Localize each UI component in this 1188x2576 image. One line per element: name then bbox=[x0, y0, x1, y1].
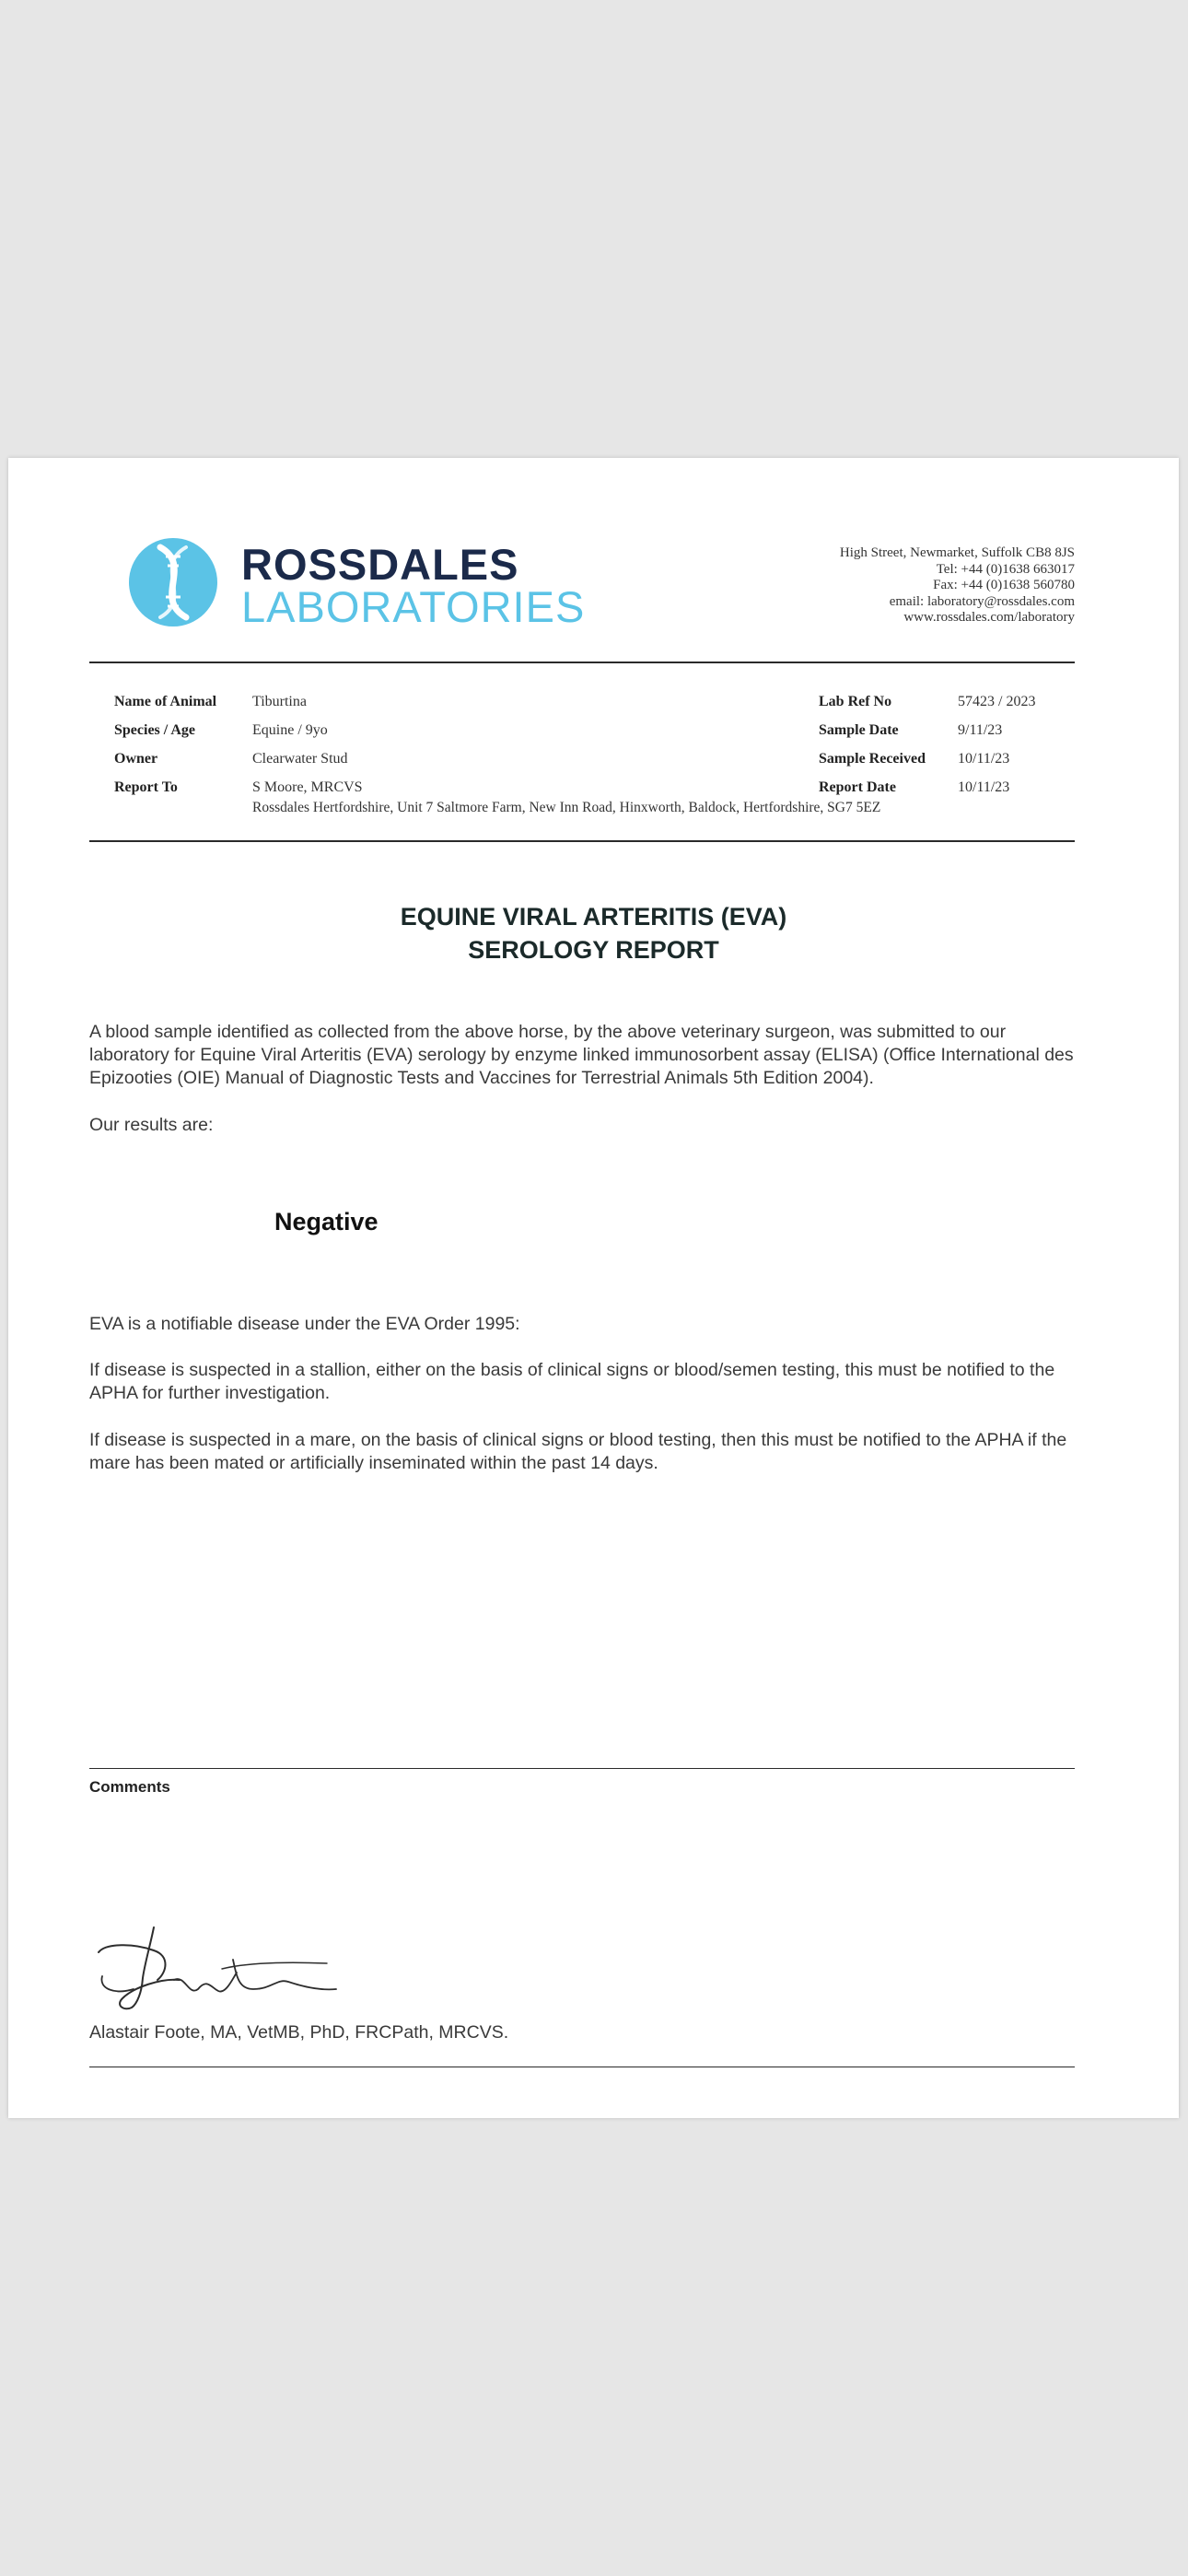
report-to-value: S Moore, MRCVS bbox=[252, 779, 363, 795]
comments-label: Comments bbox=[89, 1778, 170, 1796]
contact-web: www.rossdales.com/laboratory bbox=[903, 610, 1075, 625]
sample-date-label: Sample Date bbox=[819, 722, 899, 738]
sample-date-value: 9/11/23 bbox=[958, 722, 1003, 738]
dna-helix-icon bbox=[129, 538, 217, 626]
intro-paragraph: A blood sample identified as collected from the above horse, by the above veterinary surgeon, was submitted to our laboratory for Equine Viral Arteritis (EVA) serology by enzyme linked immunosorbent assay (ELISA) (Office International des Epizooties (OIE) Manual of Diagnostic Tests and Vaccines for Terrestrial Animals 5th Edition 2004). bbox=[89, 1022, 1074, 1088]
contact-block bbox=[840, 545, 1075, 626]
results-intro: Our results are: bbox=[89, 1115, 214, 1135]
report-title-line1: EQUINE VIRAL ARTERITIS (EVA) bbox=[400, 903, 787, 931]
contact-fax: Fax: +44 (0)1638 560780 bbox=[933, 578, 1075, 592]
comments-divider bbox=[89, 1768, 1075, 1769]
contact-address: High Street, Newmarket, Suffolk CB8 8JS bbox=[839, 545, 1075, 560]
sample-received-value: 10/11/23 bbox=[958, 751, 1010, 767]
name-of-animal-label: Name of Animal bbox=[114, 694, 217, 709]
report-date-label: Report Date bbox=[819, 779, 896, 795]
lab-ref-value: 57423 / 2023 bbox=[958, 694, 1036, 709]
sample-received-label: Sample Received bbox=[819, 751, 926, 767]
contact-tel: Tel: +44 (0)1638 663017 bbox=[936, 561, 1075, 577]
report-page bbox=[8, 458, 1179, 2118]
report-title-line2: SEROLOGY REPORT bbox=[468, 936, 719, 964]
contact-email: email: laboratory@rossdales.com bbox=[889, 593, 1075, 609]
report-to-label: Report To bbox=[114, 779, 178, 795]
owner-value: Clearwater Stud bbox=[252, 751, 348, 767]
mare-note: If disease is suspected in a mare, on the basis of clinical signs or blood testing, then this must be notified to the APHA if the mare has been mated or artificially inseminated within the past 14 days. bbox=[89, 1430, 1067, 1473]
header-divider bbox=[89, 662, 1075, 663]
brand-name-line2: LABORATORIES bbox=[241, 582, 586, 631]
report-to-address: Rossdales Hertfordshire, Unit 7 Saltmore Farm, New Inn Road, Hinxworth, Baldock, Hertfordshire, SG7 5EZ bbox=[252, 800, 881, 815]
details-divider bbox=[89, 840, 1075, 842]
result-value: Negative bbox=[274, 1208, 379, 1235]
signatory-name: Alastair Foote, MA, VetMB, PhD, FRCPath, MRCVS. bbox=[89, 2022, 509, 2043]
stallion-note: If disease is suspected in a stallion, either on the basis of clinical signs or blood/semen testing, this must be notified to the APHA for further investigation. bbox=[89, 1360, 1055, 1403]
brand-name-line1: ROSSDALES bbox=[241, 540, 519, 589]
species-age-label: Species / Age bbox=[114, 722, 195, 738]
species-age-value: Equine / 9yo bbox=[252, 722, 328, 738]
name-of-animal-value: Tiburtina bbox=[252, 694, 307, 709]
notifiable-statement: EVA is a notifiable disease under the EVA Order 1995: bbox=[89, 1314, 520, 1334]
owner-label: Owner bbox=[114, 751, 158, 767]
signature-image bbox=[97, 1923, 355, 2015]
lab-ref-label: Lab Ref No bbox=[819, 694, 892, 709]
report-date-value: 10/11/23 bbox=[958, 779, 1010, 795]
animal-details bbox=[8, 687, 1179, 802]
